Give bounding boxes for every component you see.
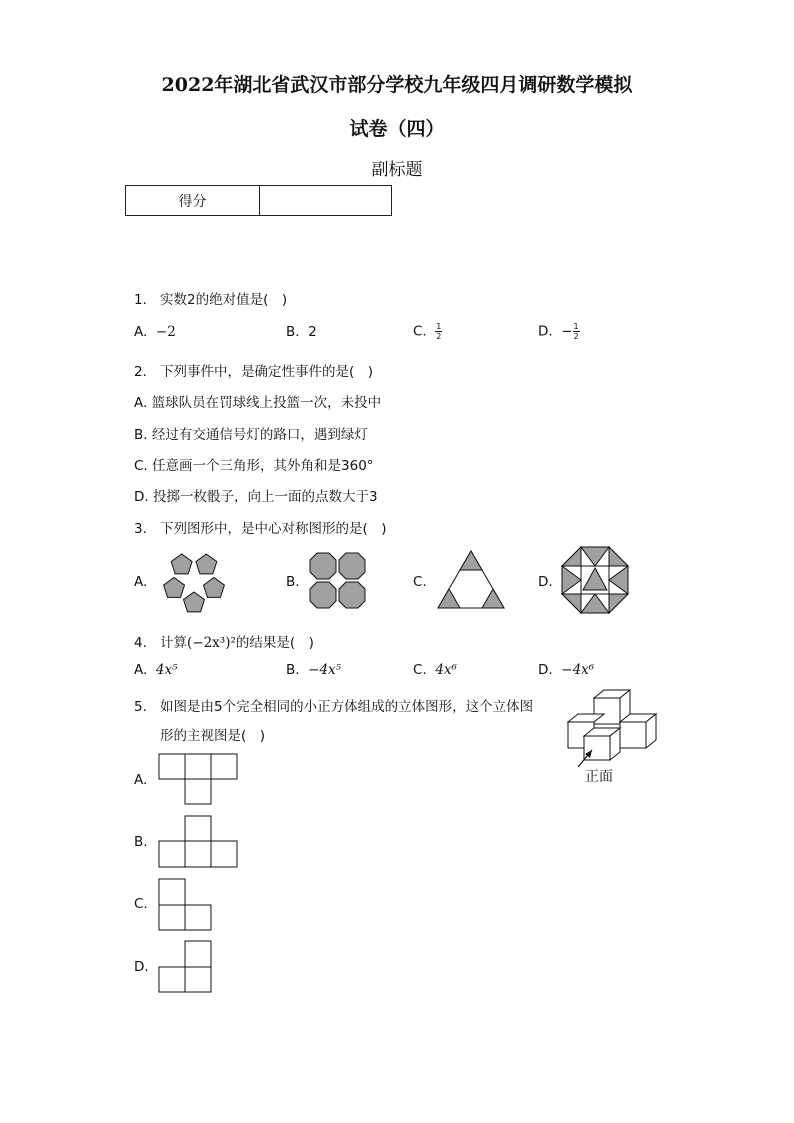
q1-option-d[interactable]: D. − $\frac{1}{2}$	[538, 322, 579, 341]
pentagon-shape	[204, 578, 225, 598]
q2-option-a[interactable]	[134, 391, 381, 411]
question-text-after: 的结果是( )	[235, 635, 314, 651]
question-1	[134, 288, 287, 308]
q3-option-c[interactable]	[413, 574, 427, 590]
option-letter: D.	[538, 323, 553, 340]
option-letter: C.	[413, 662, 427, 678]
q2-option-d[interactable]	[134, 485, 378, 505]
question-text: 下列事件中，是确定性事件的是( )	[160, 364, 374, 380]
q1-option-b[interactable]	[286, 324, 317, 340]
option-letter: C.	[134, 896, 148, 912]
question-number: 1.	[134, 292, 147, 308]
q4-option-c[interactable]	[413, 662, 457, 678]
option-text: −4x⁵	[308, 662, 342, 678]
q1-option-a[interactable]	[134, 324, 176, 340]
option-letter: D.	[538, 574, 553, 590]
option-text: 4x⁶	[435, 662, 457, 678]
score-table	[125, 185, 392, 216]
q5-option-d-grid	[158, 940, 212, 994]
document-title-line1: 2022年湖北省武汉市部分学校九年级四月调研数学模拟	[161, 74, 633, 96]
option-text: 4x⁵	[155, 662, 178, 678]
option-letter: D.	[134, 959, 149, 975]
question-number: 2.	[134, 364, 147, 380]
five-pentagons-figure	[158, 548, 230, 614]
four-octagons-figure	[309, 552, 367, 610]
score-label: 得分	[126, 186, 260, 215]
option-letter: C.	[134, 458, 148, 474]
question-2	[134, 360, 373, 380]
pentagon-shape	[171, 554, 192, 574]
q3-option-a[interactable]	[134, 574, 147, 590]
option-text: −2	[155, 324, 176, 340]
option-letter: D.	[134, 489, 149, 505]
question-5-line2: 形的主视图是( )	[160, 728, 266, 744]
q5-option-c[interactable]	[134, 896, 148, 912]
option-text: 投掷一枚骰子，向上一面的点数大于3	[152, 489, 378, 505]
pentagon-shape	[184, 592, 205, 612]
question-text-before: 计算	[160, 635, 187, 651]
question-number: 5.	[134, 699, 147, 715]
option-letter: A.	[134, 772, 148, 788]
question-5	[134, 695, 533, 715]
option-letter: B.	[134, 834, 148, 850]
option-text: 篮球队员在罚球线上投篮一次，未投中	[151, 395, 382, 411]
fraction-one-half: $\frac{1}{2}$	[436, 322, 442, 341]
question-text: 实数2的绝对值是( )	[160, 292, 288, 308]
document-subtitle: 副标题	[371, 160, 423, 180]
score-value-cell[interactable]	[260, 186, 391, 215]
option-letter: D.	[538, 662, 553, 678]
question-text-line1: 如图是由5个完全相同的小正方体组成的立体图形，这个立体图	[160, 699, 534, 715]
option-letter: B.	[286, 324, 300, 340]
q4-option-b[interactable]	[286, 662, 341, 678]
cube-stack-figure	[566, 688, 660, 786]
q4-option-d[interactable]	[538, 662, 594, 678]
option-letter: C.	[413, 574, 427, 590]
option-letter: A.	[134, 324, 148, 340]
fraction-one-half: $\frac{1}{2}$	[573, 322, 579, 341]
q5-option-b[interactable]	[134, 834, 148, 850]
option-letter: A.	[134, 395, 148, 411]
q5-option-d[interactable]	[134, 959, 149, 975]
option-letter: A.	[134, 662, 148, 678]
math-expression: (−2x³)²	[187, 635, 236, 651]
question-4	[134, 631, 314, 651]
q4-option-a[interactable]	[134, 662, 178, 678]
front-view-label: 正面	[585, 769, 613, 785]
pentagon-shape	[196, 554, 217, 574]
q5-option-b-grid	[158, 815, 238, 868]
q2-option-c[interactable]	[134, 454, 374, 474]
option-text: 任意画一个三角形，其外角和是360°	[152, 458, 374, 474]
option-text: 经过有交通信号灯的路口，遇到绿灯	[151, 427, 368, 443]
q1-option-c[interactable]	[413, 322, 442, 341]
pentagon-shape	[164, 578, 185, 598]
q3-option-d[interactable]	[538, 574, 553, 590]
q5-option-a-grid	[158, 753, 238, 805]
q5-option-c-grid	[158, 878, 212, 932]
question-3	[134, 517, 387, 537]
question-text: 下列图形中，是中心对称图形的是( )	[160, 521, 387, 537]
document-title-line2: 试卷（四）	[349, 118, 445, 140]
option-letter: C.	[413, 323, 427, 340]
option-letter: B.	[286, 574, 300, 590]
triangle-corners-figure	[437, 550, 505, 610]
question-number: 3.	[134, 521, 147, 537]
q2-option-b[interactable]	[134, 423, 368, 443]
q5-option-a[interactable]	[134, 772, 147, 788]
option-letter: B.	[134, 427, 148, 443]
question-number: 4.	[134, 635, 147, 651]
option-letter: A.	[134, 574, 148, 590]
option-text: −4x⁶	[561, 662, 595, 678]
octagon-pattern-figure	[561, 546, 629, 614]
q3-option-b[interactable]	[286, 574, 300, 590]
option-text: 2	[308, 324, 317, 340]
option-letter: B.	[286, 662, 300, 678]
